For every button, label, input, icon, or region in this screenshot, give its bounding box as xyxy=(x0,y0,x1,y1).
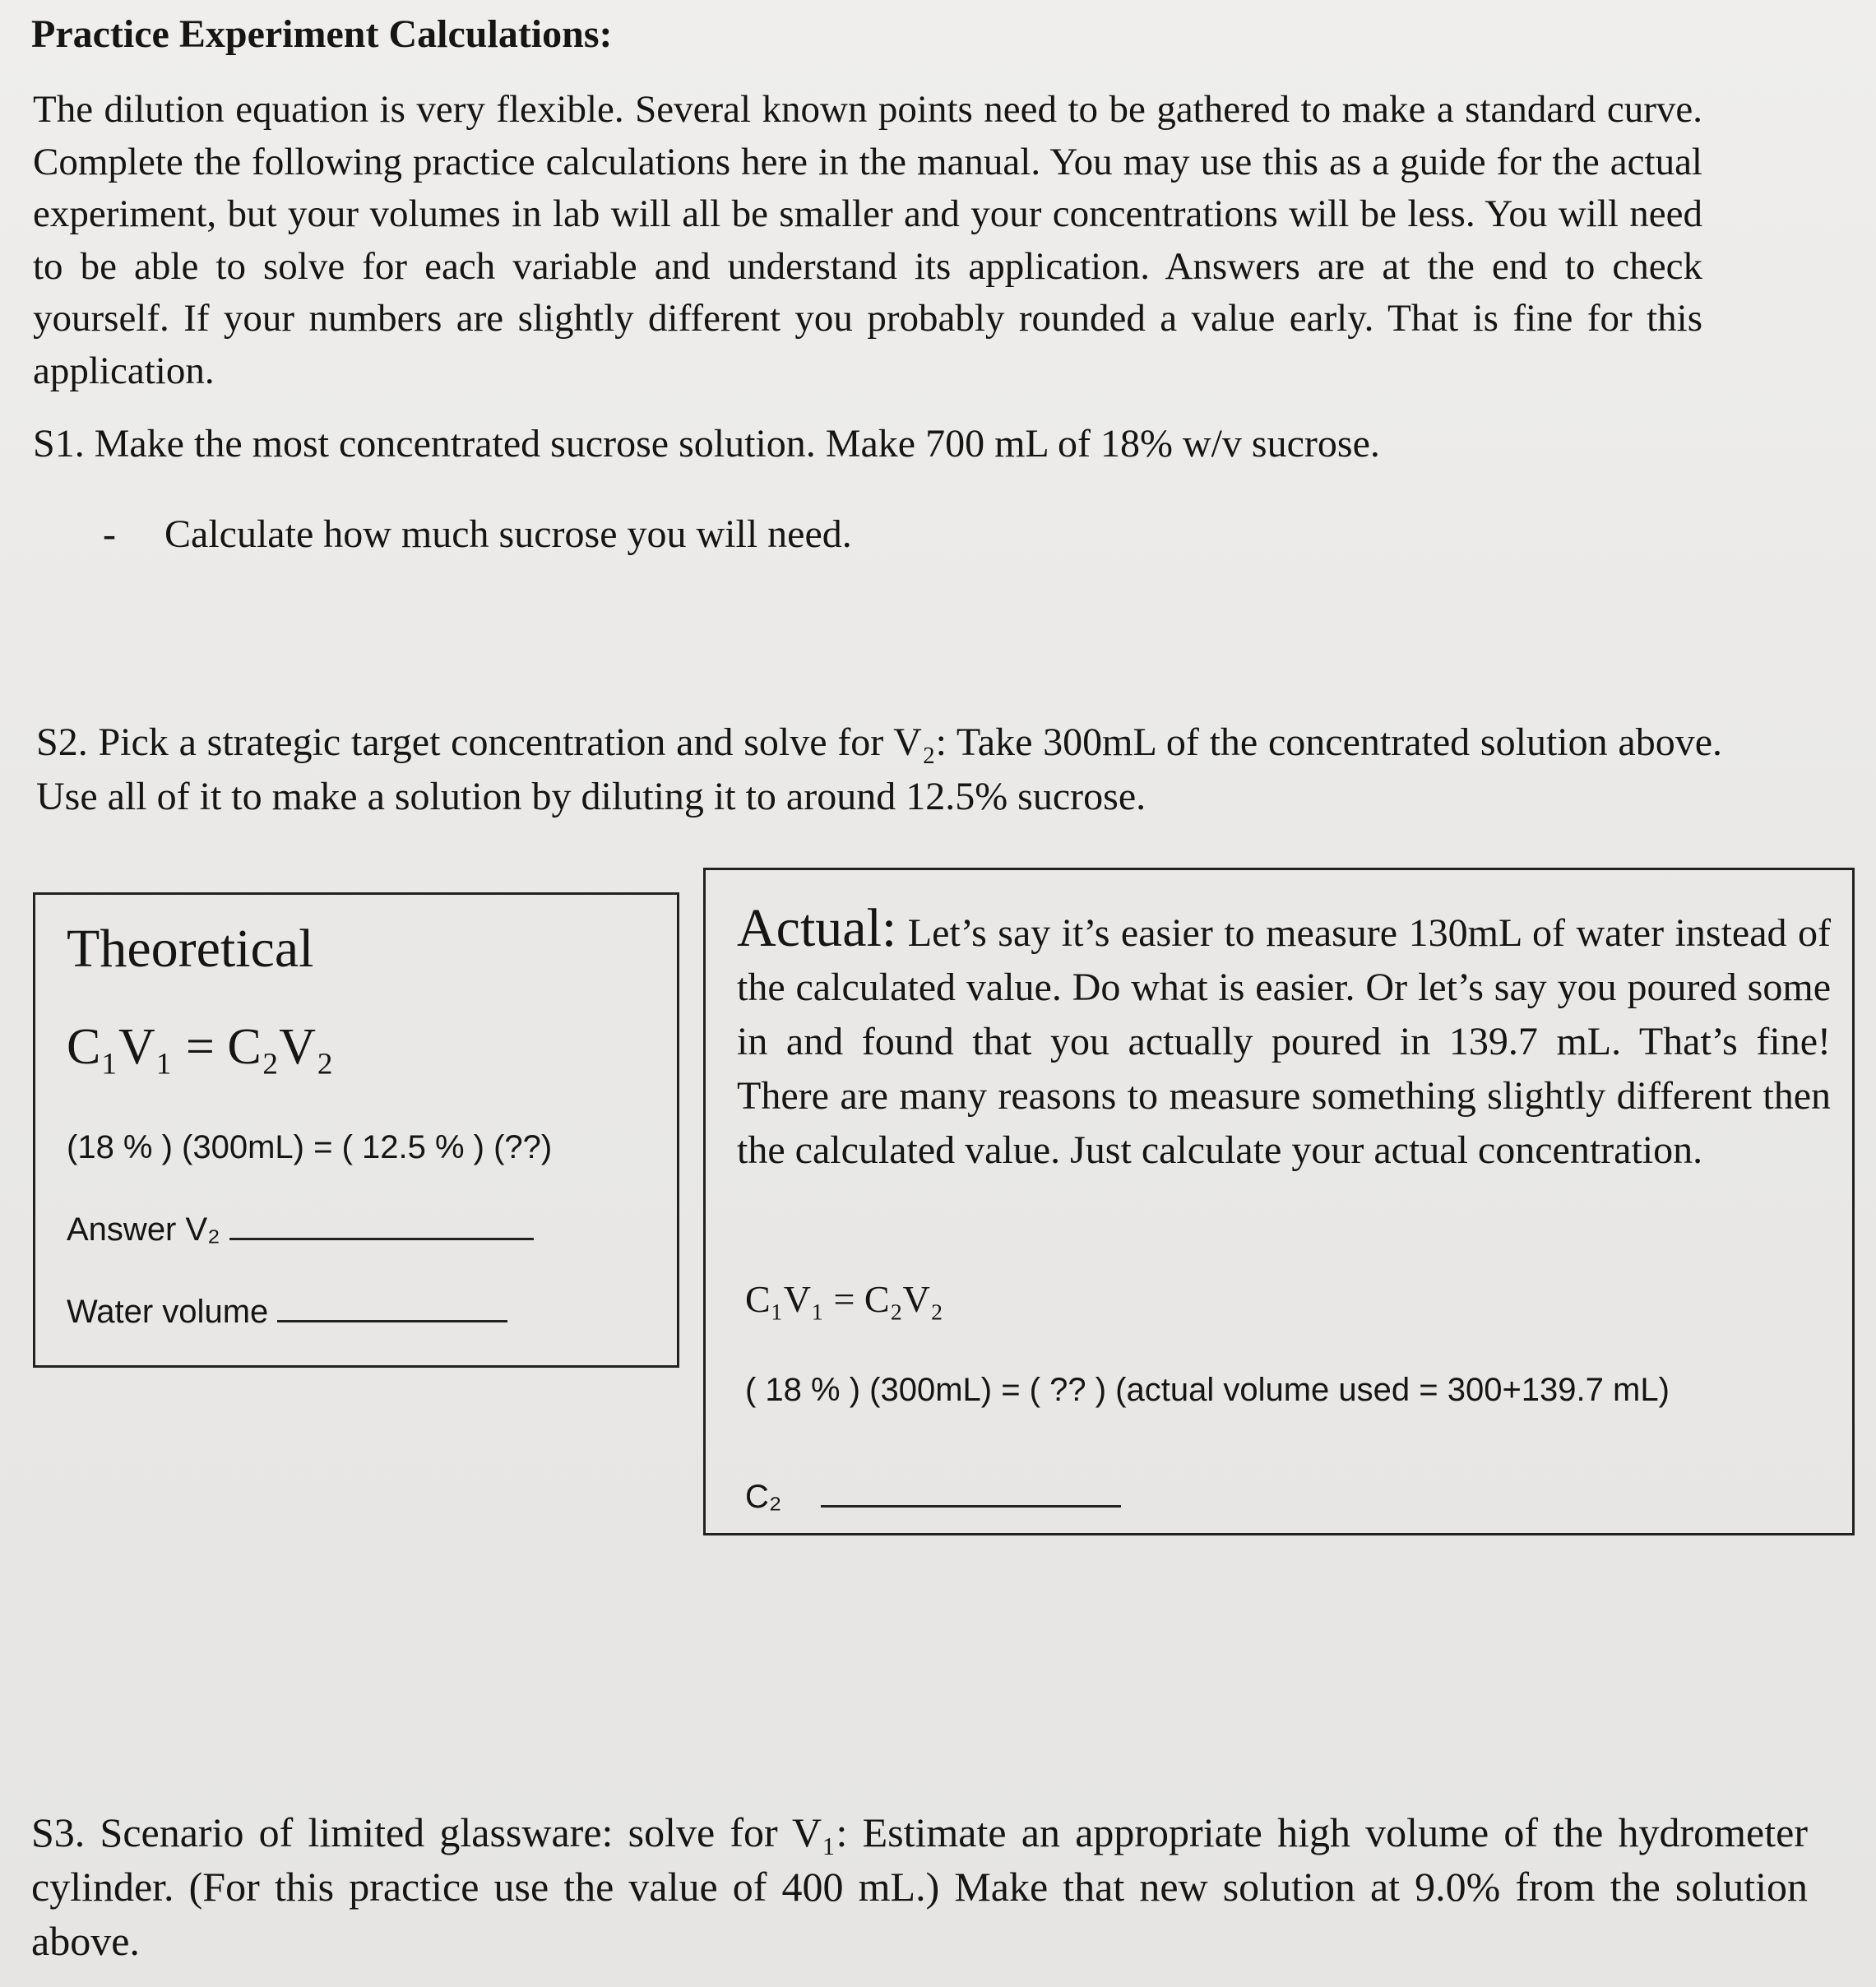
s1-bullet-text: Calculate how much sucrose you will need. xyxy=(164,512,852,556)
intro-paragraph: The dilution equation is very flexible. Several known points need to be gathered to make a standard curve. Complete the following practice calculations here in the manual. You may use this as a guide for the actual experiment, but your volumes in lab will all be smaller and your concentrations will be less. You will need to be able to solve for each variable and understand its application. Answers are at the end to check yourself. If your numbers are slightly different you probably rounded a value early. That is fine for this application. xyxy=(33,88,1702,392)
actual-title: Actual: xyxy=(737,898,897,958)
answer-v2-blank[interactable] xyxy=(229,1238,534,1240)
actual-calculation: ( 18 % ) (300mL) = ( ?? ) (actual volume used = 300+139.7 mL) xyxy=(745,1372,1670,1408)
page-heading: Practice Experiment Calculations: xyxy=(31,12,613,56)
theoretical-box xyxy=(33,892,679,1368)
s1-instruction: S1. Make the most concentrated sucrose solution. Make 700 mL of 18% w/v sucrose. xyxy=(33,422,1380,465)
actual-text-block xyxy=(737,898,1832,1178)
s2-instruction: S2. Pick a strategic target concentration and solve for V₂: Take 300mL of the concentrated solution above. Use all of it to make a solution by diluting it to around 12.5% sucrose. xyxy=(36,720,1722,818)
theoretical-calculation: (18 % ) (300mL) = ( 12.5 % ) (??) xyxy=(67,1129,553,1165)
actual-description: Let’s say it’s easier to measure 130mL of water instead of the calculated value. Do what is easier. Or let’s say you poured some in and found that you actually poured in 139.7 mL. That’s fine! There are many reasons to measure something slightly different then the calculated value. Just calculate your actual concentration. xyxy=(737,911,1832,1172)
c2-row xyxy=(745,1479,1121,1516)
actual-equation: C₁V₁ = C₂V₂ xyxy=(745,1278,943,1320)
water-volume-row xyxy=(67,1294,507,1331)
theoretical-equation: C₁V₁ = C₂V₂ xyxy=(67,1019,334,1075)
theoretical-title: Theoretical xyxy=(67,919,314,979)
answer-v2-row xyxy=(67,1211,534,1248)
answer-v2-label: Answer V₂ xyxy=(67,1211,220,1248)
water-volume-blank[interactable] xyxy=(277,1320,507,1322)
s1-bullet-item xyxy=(103,512,852,557)
bullet-dash: - xyxy=(103,512,116,556)
s3-instruction: S3. Scenario of limited glassware: solve for V₁: Estimate an appropriate high volume of the hydrometer cylinder. (For this practice use the value of 400 mL.) Make that new solution at 9.0% from the solution above. xyxy=(31,1809,1808,1964)
actual-box xyxy=(703,868,1855,1535)
c2-answer-blank[interactable] xyxy=(821,1505,1121,1508)
water-volume-label: Water volume xyxy=(67,1294,269,1330)
c2-label: C₂ xyxy=(745,1479,782,1515)
